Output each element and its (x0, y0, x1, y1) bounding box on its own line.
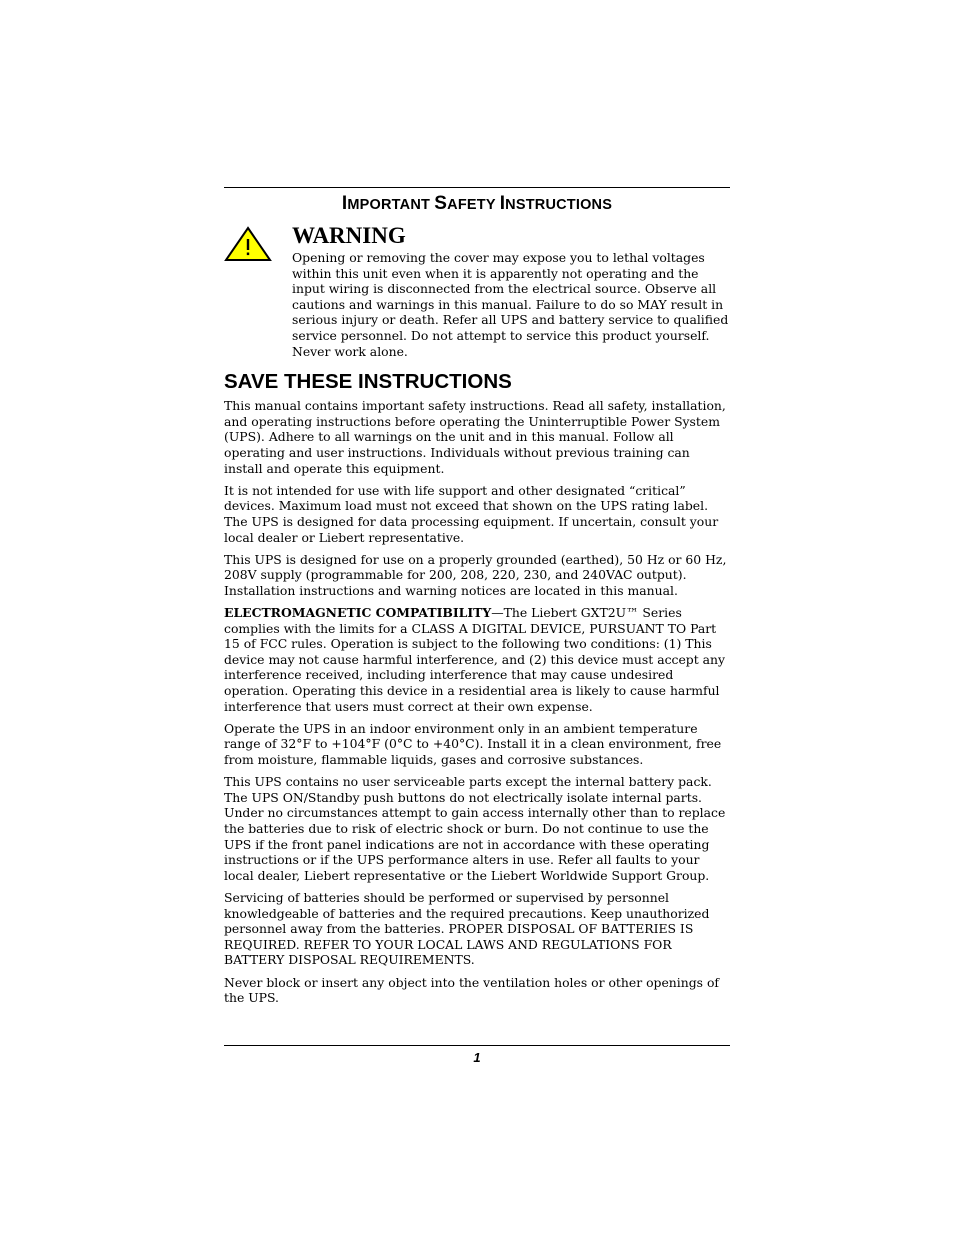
paragraph-serviceable-parts: This UPS contains no user serviceable parts except the internal battery pack. The UPS ON/Standby push buttons do not electrically isolate internal parts. Under no circumstances attempt to gain access internally other than to replace the batteries due to risk of electric shock or burn. Do not continue to use the UPS if the front panel indications are not in accordance with these operating instructions or if the UPS performance alters in use. Refer all faults to your local dealer, Liebert representative or the Liebert Worldwide Support Group. (224, 774, 726, 883)
warning-body (292, 223, 730, 359)
section-title (224, 193, 730, 215)
top-rule (224, 187, 730, 188)
page-footer (224, 1045, 730, 1065)
page-content (224, 187, 730, 1012)
save-instructions-heading: SAVE THESE INSTRUCTIONS (224, 370, 512, 394)
title-rest-2: AFETY (447, 197, 496, 213)
bottom-rule (224, 1045, 730, 1046)
paragraph-environment: Operate the UPS in an indoor environment only in an ambient temperature range of 32°F to +104°F (0°C to +40°C). Install it in a clean environment, free from moisture, flammable liquids, gases and corrosive substances. (224, 720, 722, 767)
title-cap-1: I (341, 193, 348, 214)
title-cap-3: I (499, 193, 506, 214)
title-rest-3: NSTRUCTIONS (505, 197, 613, 213)
emc-label: ELECTROMAGNETIC COMPATIBILITY (224, 605, 492, 621)
warning-heading: WARNING (292, 223, 406, 248)
warning-triangle-icon (224, 226, 272, 262)
paragraph-life-support: It is not intended for use with life support and other designated “critical” devices. Maximum load must not exceed that shown on the UPS rating label. The UPS is designed for data processing equipment. If uncertain, consult your local dealer or Liebert representative. (224, 482, 719, 545)
title-rest-1: MPORTANT (347, 197, 431, 213)
paragraph-ventilation: Never block or insert any object into the ventilation holes or other openings of the UPS. (224, 974, 720, 1006)
emc-text: —The Liebert GXT2U™ Series complies with the limits for a CLASS A DIGITAL DEVICE, PURSUANT TO Part 15 of FCC rules. Operation is subject to the following two conditions: (1) This device may not cause harmful interference, and (2) this device must accept any interference received, including interference that may cause undesired operation. Operating this device in a residential area is likely to cause harmful interference that users must correct at their own expense. (224, 605, 726, 714)
warning-text: Opening or removing the cover may expose you to lethal voltages within this unit even when it is apparently not operating and the input wiring is disconnected from the electrical source. Observe all cautions and warnings in this manual. Failure to do so MAY result in serious injury or death. Refer all UPS and battery service to qualified service personnel. Do not attempt to service this product yourself. Never work alone. (292, 250, 729, 359)
warning-icon-wrap (224, 223, 292, 359)
page-number: 1 (473, 1050, 481, 1065)
paragraph-grounding: This UPS is designed for use on a properly grounded (earthed), 50 Hz or 60 Hz, 208V supply (programmable for 200, 208, 220, 230, and 240VAC output). Installation instructions and warning notices are located in this manual. (224, 551, 727, 598)
paragraph-emc (224, 605, 730, 714)
paragraph-battery-servicing: Servicing of batteries should be performed or supervised by personnel knowledgeable of batteries and the required precautions. Keep unauthorized personnel away from the batteries. PROPER DISPOSAL OF BATTERIES IS REQUIRED. REFER TO YOUR LOCAL LAWS AND REGULATIONS FOR BATTERY DISPOSAL REQUIREMENTS. (224, 889, 710, 968)
warning-block (224, 223, 730, 359)
paragraph-intro: This manual contains important safety instructions. Read all safety, installation, and operating instructions before operating the Uninterruptible Power System (UPS). Adhere to all warnings on the unit and in this manual. Follow all operating and user instructions. Individuals without previous training can install and operate this equipment. (224, 398, 726, 476)
title-cap-2: S (434, 193, 448, 214)
